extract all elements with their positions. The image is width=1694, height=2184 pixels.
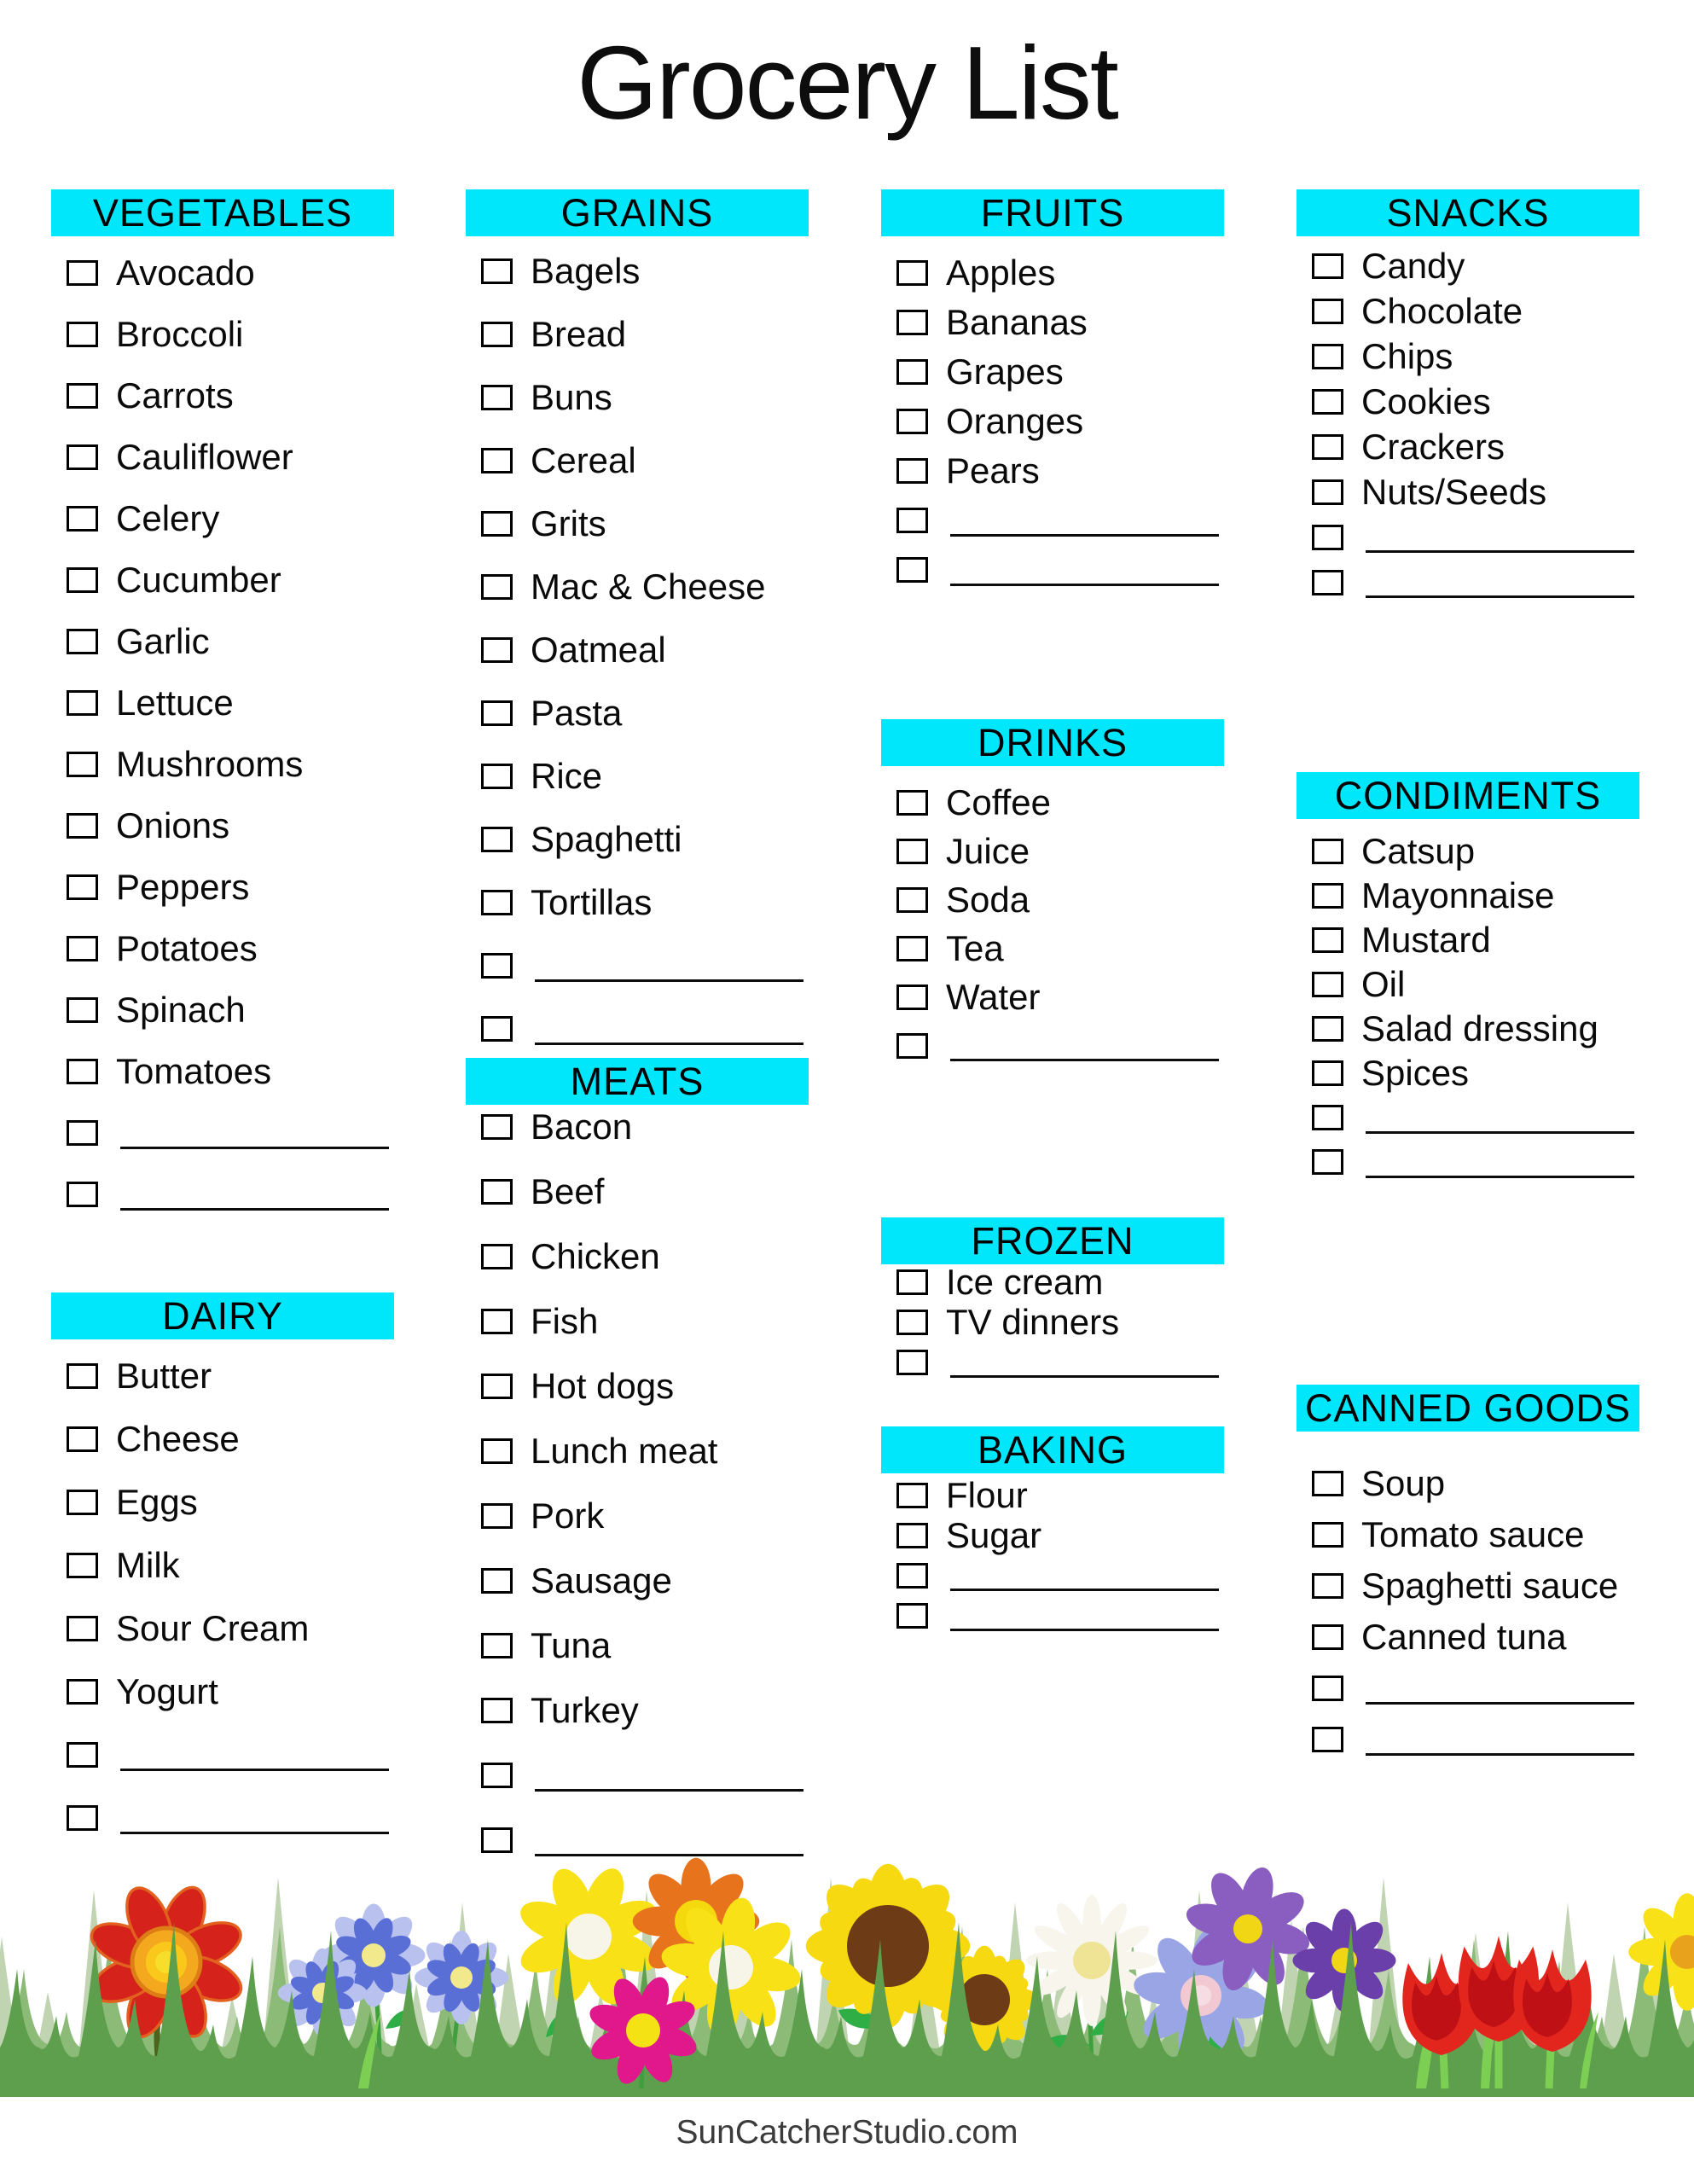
write-in-line[interactable] bbox=[1366, 595, 1634, 598]
checkbox[interactable] bbox=[481, 448, 513, 473]
checkbox[interactable] bbox=[481, 890, 513, 915]
checkbox[interactable] bbox=[1312, 525, 1343, 550]
list-item bbox=[466, 745, 809, 808]
list-item bbox=[881, 446, 1224, 496]
checkbox[interactable] bbox=[67, 1182, 98, 1207]
list-item bbox=[466, 1224, 809, 1289]
item-label: Bacon bbox=[531, 1107, 633, 1147]
item-label: Mayonnaise bbox=[1361, 875, 1555, 915]
write-in-line[interactable] bbox=[120, 1208, 389, 1211]
checkbox[interactable] bbox=[1312, 253, 1343, 279]
section-header-canned-goods: CANNED GOODS bbox=[1297, 1385, 1639, 1432]
list-item bbox=[881, 1302, 1224, 1342]
list-item bbox=[51, 1597, 394, 1660]
list-item bbox=[881, 248, 1224, 298]
list-item bbox=[466, 934, 809, 997]
checkbox[interactable] bbox=[67, 322, 98, 347]
item-label: Celery bbox=[116, 498, 220, 538]
list-item bbox=[466, 1159, 809, 1224]
checkbox[interactable] bbox=[67, 813, 98, 839]
checkbox[interactable] bbox=[896, 1563, 928, 1589]
write-in-line[interactable] bbox=[535, 1043, 803, 1045]
item-label: Tortillas bbox=[531, 882, 653, 922]
write-in-line[interactable] bbox=[1366, 1702, 1634, 1705]
list-item bbox=[466, 429, 809, 492]
checkbox[interactable] bbox=[1312, 1471, 1343, 1496]
checkbox[interactable] bbox=[481, 385, 513, 410]
write-in-line[interactable] bbox=[950, 584, 1219, 586]
checkbox[interactable] bbox=[896, 409, 928, 434]
list-item bbox=[466, 366, 809, 429]
checkbox[interactable] bbox=[896, 557, 928, 583]
list-item bbox=[51, 488, 394, 549]
checkbox[interactable] bbox=[896, 359, 928, 385]
item-label: Tea bbox=[946, 927, 1004, 968]
page-title: Grocery List bbox=[577, 25, 1117, 141]
checklist-fruits bbox=[881, 248, 1224, 595]
item-label: Rice bbox=[531, 756, 603, 796]
checkbox[interactable] bbox=[896, 1483, 928, 1508]
item-label: Spices bbox=[1361, 1053, 1470, 1093]
checkbox[interactable] bbox=[67, 567, 98, 593]
checkbox[interactable] bbox=[481, 1244, 513, 1269]
item-label: Tomato sauce bbox=[1361, 1514, 1585, 1554]
checkbox[interactable] bbox=[481, 1179, 513, 1205]
section-header-condiments: CONDIMENTS bbox=[1297, 772, 1639, 819]
list-item bbox=[466, 808, 809, 871]
checklist-baking bbox=[881, 1475, 1224, 1635]
checkbox[interactable] bbox=[1312, 972, 1343, 997]
list-item bbox=[881, 1342, 1224, 1382]
write-in-line[interactable] bbox=[1366, 550, 1634, 553]
list-item bbox=[1297, 1007, 1639, 1051]
list-item bbox=[466, 1613, 809, 1678]
item-label: Mushrooms bbox=[116, 744, 304, 784]
checkbox[interactable] bbox=[481, 700, 513, 726]
list-item bbox=[51, 427, 394, 488]
checkbox[interactable] bbox=[481, 574, 513, 600]
list-item bbox=[881, 1595, 1224, 1635]
checkbox[interactable] bbox=[481, 1698, 513, 1723]
checkbox[interactable] bbox=[1312, 1105, 1343, 1130]
item-label: Sour Cream bbox=[116, 1608, 310, 1648]
checkbox[interactable] bbox=[67, 1059, 98, 1084]
item-label: Cookies bbox=[1361, 380, 1491, 421]
list-item bbox=[51, 1041, 394, 1102]
checkbox[interactable] bbox=[1312, 434, 1343, 460]
list-item bbox=[881, 778, 1224, 827]
list-item bbox=[51, 857, 394, 918]
list-item bbox=[51, 1660, 394, 1723]
item-label: Grapes bbox=[946, 351, 1064, 392]
checkbox[interactable] bbox=[67, 506, 98, 531]
item-label: Cheese bbox=[116, 1419, 240, 1459]
checklist-canned-goods bbox=[1297, 1458, 1639, 1765]
list-item bbox=[881, 875, 1224, 924]
checklist-condiments bbox=[1297, 829, 1639, 1184]
list-item bbox=[1297, 1612, 1639, 1663]
list-item bbox=[1297, 1663, 1639, 1714]
list-item bbox=[51, 1102, 394, 1164]
item-label: Mac & Cheese bbox=[531, 566, 766, 607]
list-item bbox=[1297, 1051, 1639, 1095]
checkbox[interactable] bbox=[481, 1633, 513, 1658]
checkbox[interactable] bbox=[481, 827, 513, 852]
item-label: Beef bbox=[531, 1171, 605, 1211]
checkbox[interactable] bbox=[1312, 1573, 1343, 1599]
checkbox[interactable] bbox=[481, 1374, 513, 1399]
list-item bbox=[881, 1021, 1224, 1070]
item-label: Oil bbox=[1361, 964, 1406, 1004]
checkbox[interactable] bbox=[896, 1310, 928, 1335]
checkbox[interactable] bbox=[67, 1679, 98, 1705]
list-item bbox=[881, 496, 1224, 545]
checkbox[interactable] bbox=[481, 953, 513, 979]
item-label: Cauliflower bbox=[116, 437, 293, 477]
list-item bbox=[51, 242, 394, 304]
checklist-grains bbox=[466, 240, 809, 1060]
list-item bbox=[51, 549, 394, 611]
item-label: Onions bbox=[116, 805, 230, 845]
list-item bbox=[881, 973, 1224, 1021]
write-in-line[interactable] bbox=[950, 1629, 1219, 1631]
checkbox[interactable] bbox=[481, 1568, 513, 1594]
list-item bbox=[466, 871, 809, 934]
list-item bbox=[1297, 1560, 1639, 1612]
item-label: Oranges bbox=[946, 401, 1084, 441]
checkbox[interactable] bbox=[896, 310, 928, 335]
section-header-meats: MEATS bbox=[466, 1058, 809, 1105]
item-label: Sugar bbox=[946, 1514, 1042, 1555]
item-label: Fish bbox=[531, 1301, 599, 1341]
item-label: Yogurt bbox=[116, 1671, 218, 1711]
list-item bbox=[51, 672, 394, 734]
checkbox[interactable] bbox=[481, 1503, 513, 1529]
checkbox[interactable] bbox=[896, 985, 928, 1010]
checkbox[interactable] bbox=[1312, 1060, 1343, 1086]
item-label: Avocado bbox=[116, 253, 255, 293]
checkbox[interactable] bbox=[896, 1523, 928, 1548]
checkbox[interactable] bbox=[67, 629, 98, 654]
item-label: Spinach bbox=[116, 990, 246, 1030]
checklist-dairy bbox=[51, 1345, 394, 1850]
item-label: Spaghetti bbox=[531, 819, 682, 859]
list-item bbox=[51, 1471, 394, 1534]
list-item bbox=[881, 1555, 1224, 1595]
item-label: Chicken bbox=[531, 1236, 660, 1276]
checkbox[interactable] bbox=[1312, 883, 1343, 909]
list-item bbox=[466, 1354, 809, 1419]
list-item bbox=[51, 734, 394, 795]
checkbox[interactable] bbox=[67, 1426, 98, 1452]
checkbox[interactable] bbox=[481, 637, 513, 663]
checkbox[interactable] bbox=[481, 511, 513, 537]
item-label: Water bbox=[946, 976, 1041, 1017]
checkbox[interactable] bbox=[67, 260, 98, 286]
item-label: Bread bbox=[531, 314, 627, 354]
checkbox[interactable] bbox=[481, 1438, 513, 1464]
checkbox[interactable] bbox=[67, 874, 98, 900]
checkbox[interactable] bbox=[896, 1603, 928, 1629]
checkbox[interactable] bbox=[67, 1553, 98, 1578]
checklist-snacks bbox=[1297, 243, 1639, 605]
checkbox[interactable] bbox=[1312, 1624, 1343, 1650]
item-label: Grits bbox=[531, 503, 606, 543]
item-label: Mustard bbox=[1361, 920, 1491, 960]
item-label: Apples bbox=[946, 253, 1056, 293]
item-label: Bananas bbox=[946, 302, 1088, 342]
checkbox[interactable] bbox=[1312, 839, 1343, 864]
list-item bbox=[51, 1408, 394, 1471]
section-header-frozen: FROZEN bbox=[881, 1217, 1224, 1264]
list-item bbox=[1297, 424, 1639, 469]
item-label: Ice cream bbox=[946, 1261, 1104, 1302]
item-label: Eggs bbox=[116, 1482, 198, 1522]
checkbox[interactable] bbox=[481, 322, 513, 347]
checkbox[interactable] bbox=[67, 936, 98, 961]
list-item bbox=[466, 240, 809, 303]
item-label: Lettuce bbox=[116, 682, 234, 723]
item-label: Catsup bbox=[1361, 831, 1476, 871]
item-label: Cucumber bbox=[116, 560, 281, 600]
list-item bbox=[1297, 1140, 1639, 1184]
checklist-drinks bbox=[881, 778, 1224, 1070]
item-label: Tomatoes bbox=[116, 1051, 272, 1091]
write-in-line[interactable] bbox=[120, 1769, 389, 1771]
section-header-vegetables: VEGETABLES bbox=[51, 189, 394, 236]
checkbox[interactable] bbox=[67, 690, 98, 716]
checkbox[interactable] bbox=[67, 444, 98, 470]
list-item bbox=[466, 682, 809, 745]
list-item bbox=[1297, 243, 1639, 288]
write-in-line[interactable] bbox=[950, 1059, 1219, 1061]
item-label: Crackers bbox=[1361, 426, 1505, 467]
list-item bbox=[1297, 560, 1639, 605]
checkbox[interactable] bbox=[481, 764, 513, 789]
item-label: Coffee bbox=[946, 781, 1051, 822]
checkbox[interactable] bbox=[1312, 479, 1343, 505]
list-item bbox=[881, 397, 1224, 446]
checkbox[interactable] bbox=[1312, 1522, 1343, 1548]
checkbox[interactable] bbox=[1312, 299, 1343, 324]
list-item bbox=[1297, 962, 1639, 1007]
item-label: Salad dressing bbox=[1361, 1008, 1598, 1048]
list-item bbox=[881, 924, 1224, 973]
item-label: Turkey bbox=[531, 1690, 639, 1730]
item-label: Soup bbox=[1361, 1463, 1446, 1503]
list-item bbox=[1297, 288, 1639, 334]
list-item bbox=[1297, 829, 1639, 874]
footer-site-credit: SunCatcherStudio.com bbox=[676, 2114, 1018, 2151]
list-item bbox=[51, 611, 394, 672]
checkbox[interactable] bbox=[896, 458, 928, 484]
item-label: Carrots bbox=[116, 375, 234, 415]
item-label: Flour bbox=[946, 1474, 1028, 1515]
item-label: Milk bbox=[116, 1545, 180, 1585]
item-label: Potatoes bbox=[116, 928, 258, 968]
checkbox[interactable] bbox=[1312, 1016, 1343, 1042]
list-item bbox=[1297, 1458, 1639, 1509]
item-label: Pork bbox=[531, 1496, 605, 1536]
item-label: Broccoli bbox=[116, 314, 244, 354]
list-item bbox=[881, 298, 1224, 347]
list-item bbox=[1297, 514, 1639, 560]
list-item bbox=[466, 1484, 809, 1548]
list-item bbox=[881, 347, 1224, 397]
list-item bbox=[1297, 1509, 1639, 1560]
list-item bbox=[881, 1262, 1224, 1302]
write-in-line[interactable] bbox=[120, 1147, 389, 1149]
list-item bbox=[466, 1095, 809, 1159]
list-item bbox=[466, 619, 809, 682]
list-item bbox=[1297, 1095, 1639, 1140]
write-in-line[interactable] bbox=[950, 534, 1219, 537]
write-in-line[interactable] bbox=[1366, 1176, 1634, 1178]
checkbox[interactable] bbox=[67, 1742, 98, 1768]
write-in-line[interactable] bbox=[950, 1589, 1219, 1591]
checkbox[interactable] bbox=[1312, 344, 1343, 369]
write-in-line[interactable] bbox=[950, 1375, 1219, 1378]
checkbox[interactable] bbox=[896, 1033, 928, 1059]
write-in-line[interactable] bbox=[535, 979, 803, 982]
list-item bbox=[51, 1164, 394, 1225]
item-label: Nuts/Seeds bbox=[1361, 471, 1547, 512]
checkbox[interactable] bbox=[67, 997, 98, 1023]
item-label: Butter bbox=[116, 1356, 212, 1396]
list-item bbox=[51, 1723, 394, 1786]
list-item bbox=[466, 1743, 809, 1808]
list-item bbox=[51, 365, 394, 427]
section-header-grains: GRAINS bbox=[466, 189, 809, 236]
checkbox[interactable] bbox=[896, 936, 928, 961]
checkbox[interactable] bbox=[67, 1490, 98, 1515]
list-item bbox=[51, 979, 394, 1041]
item-label: Bagels bbox=[531, 251, 641, 291]
list-item bbox=[51, 795, 394, 857]
list-item bbox=[466, 1419, 809, 1484]
item-label: Oatmeal bbox=[531, 630, 666, 670]
checkbox[interactable] bbox=[67, 1363, 98, 1389]
checkbox[interactable] bbox=[67, 1120, 98, 1146]
item-label: Spaghetti sauce bbox=[1361, 1565, 1619, 1606]
list-item bbox=[466, 555, 809, 619]
checkbox[interactable] bbox=[896, 887, 928, 913]
checkbox[interactable] bbox=[1312, 389, 1343, 415]
grass-flowers-illustration bbox=[0, 1833, 1694, 2099]
checkbox[interactable] bbox=[1312, 927, 1343, 953]
list-item bbox=[1297, 874, 1639, 918]
item-label: Pasta bbox=[531, 693, 623, 733]
checkbox[interactable] bbox=[896, 1269, 928, 1295]
section-header-dairy: DAIRY bbox=[51, 1292, 394, 1339]
item-label: Soda bbox=[946, 879, 1030, 920]
checkbox[interactable] bbox=[481, 258, 513, 284]
write-in-line[interactable] bbox=[535, 1789, 803, 1792]
checklist-vegetables bbox=[51, 242, 394, 1225]
write-in-line[interactable] bbox=[1366, 1131, 1634, 1134]
list-item bbox=[466, 1289, 809, 1354]
list-item bbox=[466, 1548, 809, 1613]
checkbox[interactable] bbox=[896, 790, 928, 816]
list-item bbox=[881, 1475, 1224, 1515]
list-item bbox=[881, 827, 1224, 875]
list-item bbox=[51, 1534, 394, 1597]
list-item bbox=[466, 492, 809, 555]
item-label: Garlic bbox=[116, 621, 210, 661]
checkbox[interactable] bbox=[896, 508, 928, 533]
list-item bbox=[466, 997, 809, 1060]
section-header-snacks: SNACKS bbox=[1297, 189, 1639, 236]
item-label: Pears bbox=[946, 450, 1040, 491]
checkbox[interactable] bbox=[896, 1350, 928, 1375]
list-item bbox=[51, 918, 394, 979]
checkbox[interactable] bbox=[67, 383, 98, 409]
list-item bbox=[1297, 379, 1639, 424]
list-item bbox=[466, 1678, 809, 1743]
item-label: Candy bbox=[1361, 245, 1465, 286]
item-label: Tuna bbox=[531, 1625, 612, 1665]
checkbox[interactable] bbox=[67, 1616, 98, 1641]
item-label: Juice bbox=[946, 830, 1030, 871]
list-item bbox=[881, 1515, 1224, 1555]
list-item bbox=[1297, 334, 1639, 379]
checkbox[interactable] bbox=[1312, 1676, 1343, 1701]
item-label: Canned tuna bbox=[1361, 1617, 1567, 1657]
checklist-meats bbox=[466, 1095, 809, 1873]
item-label: Chocolate bbox=[1361, 290, 1523, 331]
item-label: Peppers bbox=[116, 867, 250, 907]
item-label: Cereal bbox=[531, 440, 636, 480]
checkbox[interactable] bbox=[67, 1805, 98, 1831]
list-item bbox=[881, 545, 1224, 595]
checklist-frozen bbox=[881, 1262, 1224, 1382]
checkbox[interactable] bbox=[481, 1309, 513, 1334]
section-header-baking: BAKING bbox=[881, 1426, 1224, 1473]
item-label: TV dinners bbox=[946, 1301, 1120, 1342]
checkbox[interactable] bbox=[481, 1016, 513, 1042]
section-header-drinks: DRINKS bbox=[881, 719, 1224, 766]
checkbox[interactable] bbox=[481, 1114, 513, 1140]
list-item bbox=[1297, 918, 1639, 962]
list-item bbox=[466, 303, 809, 366]
list-item bbox=[1297, 1714, 1639, 1765]
checkbox[interactable] bbox=[896, 839, 928, 864]
checkbox[interactable] bbox=[67, 752, 98, 777]
list-item bbox=[51, 1345, 394, 1408]
item-label: Chips bbox=[1361, 335, 1453, 376]
checkbox[interactable] bbox=[481, 1763, 513, 1788]
item-label: Hot dogs bbox=[531, 1366, 675, 1406]
section-header-fruits: FRUITS bbox=[881, 189, 1224, 236]
item-label: Sausage bbox=[531, 1560, 672, 1600]
checkbox[interactable] bbox=[1312, 1149, 1343, 1175]
checkbox[interactable] bbox=[1312, 1727, 1343, 1752]
list-item bbox=[51, 304, 394, 365]
list-item bbox=[1297, 469, 1639, 514]
item-label: Lunch meat bbox=[531, 1431, 718, 1471]
item-label: Buns bbox=[531, 377, 612, 417]
checkbox[interactable] bbox=[1312, 570, 1343, 595]
write-in-line[interactable] bbox=[1366, 1753, 1634, 1756]
checkbox[interactable] bbox=[896, 260, 928, 286]
